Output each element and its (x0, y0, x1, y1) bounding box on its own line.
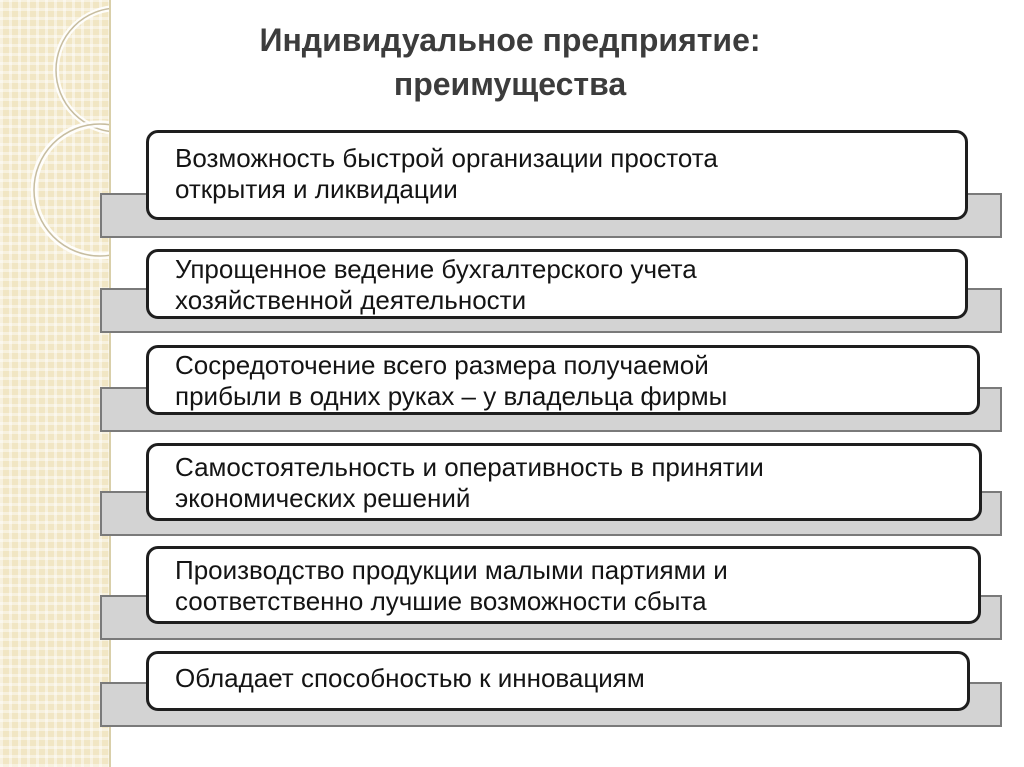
advantage-text-line-2: экономических решений (175, 483, 471, 513)
decorative-side-strip (0, 0, 110, 767)
advantage-card-1 (146, 130, 968, 220)
advantage-text-line-1: Сосредоточение всего размера получаемой (175, 350, 709, 380)
advantage-card-4 (146, 443, 982, 521)
advantage-text-line-2: прибыли в одних руках – у владельца фирмы (175, 381, 728, 411)
advantage-text-line-1: Упрощенное ведение бухгалтерского учета (175, 254, 697, 284)
advantage-text-line-1: Самостоятельность и оперативность в принятии (175, 452, 764, 482)
advantage-text-line-2: соответственно лучшие возможности сбыта (175, 586, 707, 616)
advantage-text-line-1: Обладает способностью к инновациям (175, 662, 645, 693)
advantage-text-line-2: хозяйственной деятельности (175, 285, 527, 315)
advantage-card-5 (146, 546, 981, 624)
advantage-text-line-1: Возможность быстрой организации простота (175, 143, 718, 173)
advantage-card-3 (146, 345, 980, 415)
decorative-circles (0, 0, 110, 260)
slide-title-line-2: преимущества (393, 66, 627, 102)
advantage-text-line-2: открытия и ликвидации (175, 174, 458, 204)
slide-title-line-1: Индивидуальное предприятие: (259, 22, 761, 58)
slide-title (150, 18, 870, 106)
advantage-card-6 (146, 651, 970, 711)
advantage-card-2 (146, 249, 968, 319)
strip-edge-line (109, 0, 111, 767)
advantage-text-line-1: Производство продукции малыми партиями и (175, 555, 728, 585)
